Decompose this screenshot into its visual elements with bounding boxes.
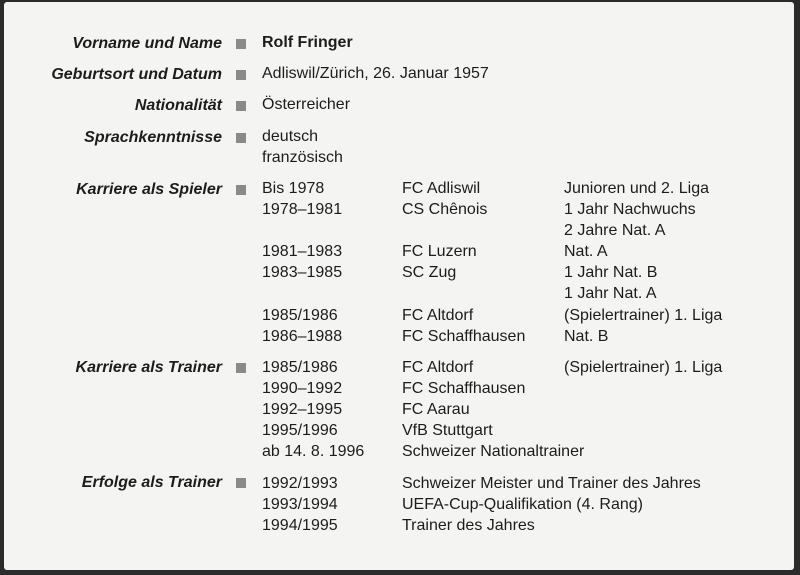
language-item: deutsch: [262, 128, 319, 145]
success-text: Trainer des Jahres: [402, 517, 535, 534]
player-club: FC Altdorf: [402, 307, 474, 324]
coach-successes-label: Erfolge als Trainer: [81, 474, 222, 491]
player-club: FC Schaffhausen: [402, 328, 526, 345]
player-club: FC Adliswil: [402, 180, 481, 197]
success-period: 1994/1995: [262, 517, 338, 534]
success-period: 1992/1993: [262, 475, 338, 492]
success-text: Schweizer Meister und Trainer des Jahres: [402, 475, 701, 492]
name-label: Vorname und Name: [72, 35, 222, 52]
biography-card: [4, 2, 794, 570]
birth-label: Geburtsort und Datum: [51, 66, 222, 83]
player-note: (Spielertrainer) 1. Liga: [564, 307, 723, 324]
player-period: Bis 1978: [262, 180, 325, 197]
coach-career-bullet: [236, 363, 246, 373]
player-period: 1978–1981: [262, 201, 343, 218]
coach-period: 1995/1996: [262, 422, 338, 439]
player-period: 1981–1983: [262, 243, 343, 260]
player-club: CS Chênois: [402, 201, 488, 218]
coach-period: 1990–1992: [262, 380, 343, 397]
coach-club: FC Aarau: [402, 401, 470, 418]
player-period: 1985/1986: [262, 307, 338, 324]
player-club: SC Zug: [402, 264, 457, 281]
player-career-label: Karriere als Spieler: [76, 181, 222, 198]
player-note: Nat. B: [564, 328, 609, 345]
language-item: französisch: [262, 149, 343, 166]
player-note: 1 Jahr Nat. A: [564, 285, 657, 302]
player-club: FC Luzern: [402, 243, 477, 260]
languages-bullet: [236, 133, 246, 143]
coach-period: 1992–1995: [262, 401, 343, 418]
coach-period: ab 14. 8. 1996: [262, 443, 365, 460]
nationality-label: Nationalität: [134, 97, 222, 114]
languages-label: Sprachkenntnisse: [84, 129, 222, 146]
nationality-bullet: [236, 101, 246, 111]
coach-period: 1985/1986: [262, 359, 338, 376]
coach-club: VfB Stuttgart: [402, 422, 493, 439]
player-period: 1986–1988: [262, 328, 343, 345]
coach-successes-bullet: [236, 478, 246, 488]
success-text: UEFA-Cup-Qualifikation (4. Rang): [402, 496, 643, 513]
nationality-value: Österreicher: [262, 96, 351, 113]
player-note: 2 Jahre Nat. A: [564, 222, 666, 239]
success-period: 1993/1994: [262, 496, 338, 513]
coach-note: (Spielertrainer) 1. Liga: [564, 359, 723, 376]
coach-club: FC Schaffhausen: [402, 380, 526, 397]
player-note: Nat. A: [564, 243, 608, 260]
coach-club: Schweizer Nationaltrainer: [402, 443, 585, 460]
birth-value: Adliswil/Zürich, 26. Januar 1957: [262, 65, 489, 82]
coach-club: FC Altdorf: [402, 359, 474, 376]
name-value: Rolf Fringer: [262, 34, 353, 51]
birth-bullet: [236, 70, 246, 80]
coach-career-label: Karriere als Trainer: [75, 359, 222, 376]
name-bullet: [236, 39, 246, 49]
player-note: 1 Jahr Nachwuchs: [564, 201, 696, 218]
player-period: 1983–1985: [262, 264, 343, 281]
player-note: Junioren und 2. Liga: [564, 180, 709, 197]
player-career-bullet: [236, 185, 246, 195]
player-note: 1 Jahr Nat. B: [564, 264, 658, 281]
